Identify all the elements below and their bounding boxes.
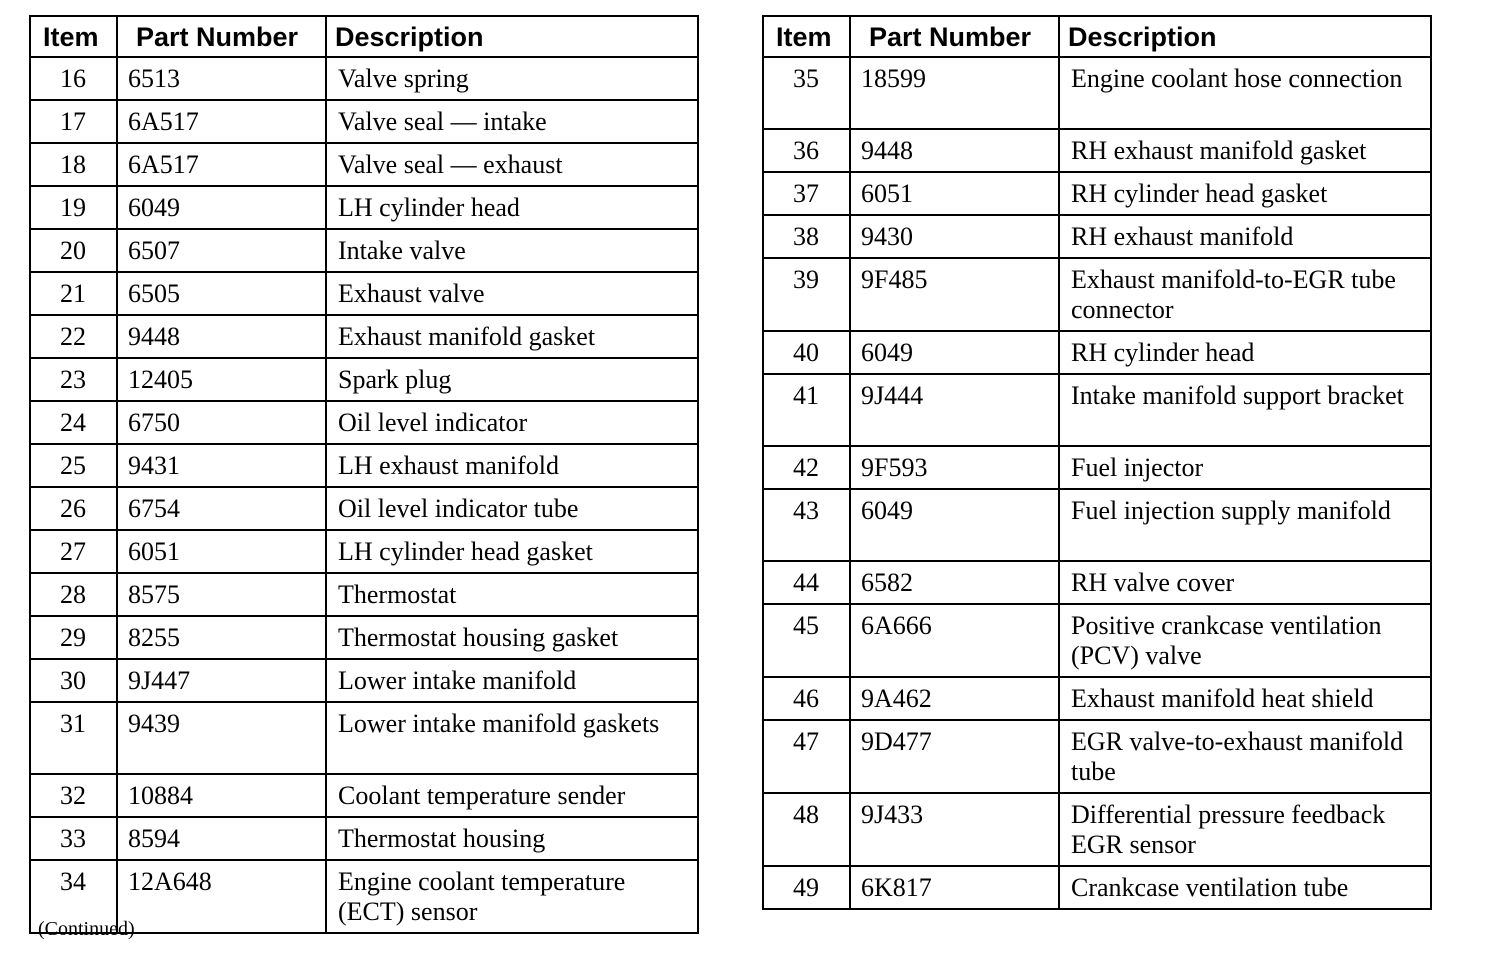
header-row (30, 16, 698, 57)
part-number-cell: 9448 (850, 129, 1059, 172)
table-row (30, 616, 698, 659)
header-description: Description (326, 16, 698, 57)
table-row (30, 487, 698, 530)
part-number-cell: 9A462 (850, 677, 1059, 720)
description-cell: Oil level indicator (326, 401, 698, 444)
parts-table-left (29, 15, 699, 934)
description-cell: Coolant temperature sender (326, 774, 698, 817)
table-row (763, 215, 1431, 258)
table-row (30, 186, 698, 229)
table-row (763, 866, 1431, 909)
header-description: Description (1059, 16, 1431, 57)
part-number-cell: 6049 (850, 489, 1059, 561)
continued-note: (Continued) (38, 918, 135, 940)
table-row (763, 489, 1431, 561)
header-part-number: Part Number (117, 16, 326, 57)
table-row (30, 100, 698, 143)
item-cell: 49 (763, 866, 850, 909)
part-number-cell: 6K817 (850, 866, 1059, 909)
description-cell: RH cylinder head gasket (1059, 172, 1431, 215)
table-row (30, 315, 698, 358)
table-row (30, 143, 698, 186)
item-cell: 45 (763, 604, 850, 677)
table-row (763, 793, 1431, 866)
item-cell: 21 (30, 272, 117, 315)
description-cell: Positive crankcase ventilation (PCV) valve (1059, 604, 1431, 677)
description-cell: Spark plug (326, 358, 698, 401)
part-number-cell: 12405 (117, 358, 326, 401)
table-row (763, 172, 1431, 215)
part-number-cell: 8594 (117, 817, 326, 860)
item-cell: 38 (763, 215, 850, 258)
description-cell: Engine coolant temperature (ECT) sensor (326, 860, 698, 933)
item-cell: 20 (30, 229, 117, 272)
item-cell: 40 (763, 331, 850, 374)
table-row (763, 258, 1431, 331)
description-cell: Lower intake manifold gaskets (326, 702, 698, 774)
item-cell: 39 (763, 258, 850, 331)
description-cell: Exhaust manifold-to-EGR tube connector (1059, 258, 1431, 331)
item-cell: 46 (763, 677, 850, 720)
item-cell: 22 (30, 315, 117, 358)
part-number-cell: 9J447 (117, 659, 326, 702)
part-number-cell: 6049 (850, 331, 1059, 374)
part-number-cell: 6051 (850, 172, 1059, 215)
table-row (30, 358, 698, 401)
description-cell: Thermostat (326, 573, 698, 616)
part-number-cell: 9448 (117, 315, 326, 358)
table-row (763, 446, 1431, 489)
description-cell: Valve seal — exhaust (326, 143, 698, 186)
item-cell: 25 (30, 444, 117, 487)
part-number-cell: 9430 (850, 215, 1059, 258)
description-cell: Fuel injector (1059, 446, 1431, 489)
description-cell: EGR valve-to-exhaust manifold tube (1059, 720, 1431, 793)
item-cell: 16 (30, 57, 117, 100)
part-number-cell: 10884 (117, 774, 326, 817)
part-number-cell: 6A666 (850, 604, 1059, 677)
description-cell: Crankcase ventilation tube (1059, 866, 1431, 909)
description-cell: LH exhaust manifold (326, 444, 698, 487)
description-cell: Valve spring (326, 57, 698, 100)
table-row (30, 573, 698, 616)
description-cell: RH exhaust manifold gasket (1059, 129, 1431, 172)
part-number-cell: 6750 (117, 401, 326, 444)
part-number-cell: 12A648 (117, 860, 326, 933)
item-cell: 36 (763, 129, 850, 172)
table-row (30, 530, 698, 573)
item-cell: 42 (763, 446, 850, 489)
part-number-cell: 9J444 (850, 374, 1059, 446)
part-number-cell: 18599 (850, 57, 1059, 129)
part-number-cell: 9F485 (850, 258, 1059, 331)
table-row (763, 561, 1431, 604)
table-row (763, 720, 1431, 793)
table-row (763, 374, 1431, 446)
header-item: Item (763, 16, 850, 57)
header-item: Item (30, 16, 117, 57)
description-cell: Intake manifold support bracket (1059, 374, 1431, 446)
item-cell: 43 (763, 489, 850, 561)
description-cell: LH cylinder head gasket (326, 530, 698, 573)
part-number-cell: 9439 (117, 702, 326, 774)
description-cell: Differential pressure feedback EGR sensor (1059, 793, 1431, 866)
description-cell: Engine coolant hose connection (1059, 57, 1431, 129)
item-cell: 28 (30, 573, 117, 616)
item-cell: 31 (30, 702, 117, 774)
item-cell: 18 (30, 143, 117, 186)
table-row (763, 604, 1431, 677)
header-row (763, 16, 1431, 57)
part-number-cell: 9J433 (850, 793, 1059, 866)
part-number-cell: 9F593 (850, 446, 1059, 489)
item-cell: 34 (30, 860, 117, 933)
item-cell: 24 (30, 401, 117, 444)
item-cell: 47 (763, 720, 850, 793)
part-number-cell: 6505 (117, 272, 326, 315)
item-cell: 37 (763, 172, 850, 215)
description-cell: LH cylinder head (326, 186, 698, 229)
part-number-cell: 6A517 (117, 100, 326, 143)
part-number-cell: 6513 (117, 57, 326, 100)
part-number-cell: 9431 (117, 444, 326, 487)
table-row (763, 129, 1431, 172)
part-number-cell: 6051 (117, 530, 326, 573)
item-cell: 32 (30, 774, 117, 817)
item-cell: 19 (30, 186, 117, 229)
description-cell: Valve seal — intake (326, 100, 698, 143)
table-row (30, 401, 698, 444)
table-row (30, 702, 698, 774)
description-cell: Exhaust manifold heat shield (1059, 677, 1431, 720)
description-cell: Lower intake manifold (326, 659, 698, 702)
item-cell: 27 (30, 530, 117, 573)
item-cell: 44 (763, 561, 850, 604)
item-cell: 48 (763, 793, 850, 866)
item-cell: 35 (763, 57, 850, 129)
table-row (30, 444, 698, 487)
description-cell: Thermostat housing (326, 817, 698, 860)
description-cell: RH exhaust manifold (1059, 215, 1431, 258)
item-cell: 23 (30, 358, 117, 401)
header-part-number: Part Number (850, 16, 1059, 57)
description-cell: Intake valve (326, 229, 698, 272)
table-row (30, 774, 698, 817)
table-row (30, 229, 698, 272)
description-cell: Exhaust valve (326, 272, 698, 315)
part-number-cell: 6049 (117, 186, 326, 229)
table-row (30, 57, 698, 100)
item-cell: 29 (30, 616, 117, 659)
description-cell: RH valve cover (1059, 561, 1431, 604)
item-cell: 33 (30, 817, 117, 860)
part-number-cell: 8255 (117, 616, 326, 659)
description-cell: RH cylinder head (1059, 331, 1431, 374)
table-row (763, 57, 1431, 129)
part-number-cell: 6A517 (117, 143, 326, 186)
item-cell: 41 (763, 374, 850, 446)
table-row (30, 272, 698, 315)
item-cell: 26 (30, 487, 117, 530)
part-number-cell: 6582 (850, 561, 1059, 604)
table-row (763, 677, 1431, 720)
table-row (30, 817, 698, 860)
table-row (763, 331, 1431, 374)
description-cell: Fuel injection supply manifold (1059, 489, 1431, 561)
description-cell: Oil level indicator tube (326, 487, 698, 530)
description-cell: Exhaust manifold gasket (326, 315, 698, 358)
part-number-cell: 6507 (117, 229, 326, 272)
parts-table-right (762, 15, 1432, 910)
description-cell: Thermostat housing gasket (326, 616, 698, 659)
part-number-cell: 8575 (117, 573, 326, 616)
part-number-cell: 6754 (117, 487, 326, 530)
part-number-cell: 9D477 (850, 720, 1059, 793)
item-cell: 17 (30, 100, 117, 143)
table-row (30, 659, 698, 702)
item-cell: 30 (30, 659, 117, 702)
